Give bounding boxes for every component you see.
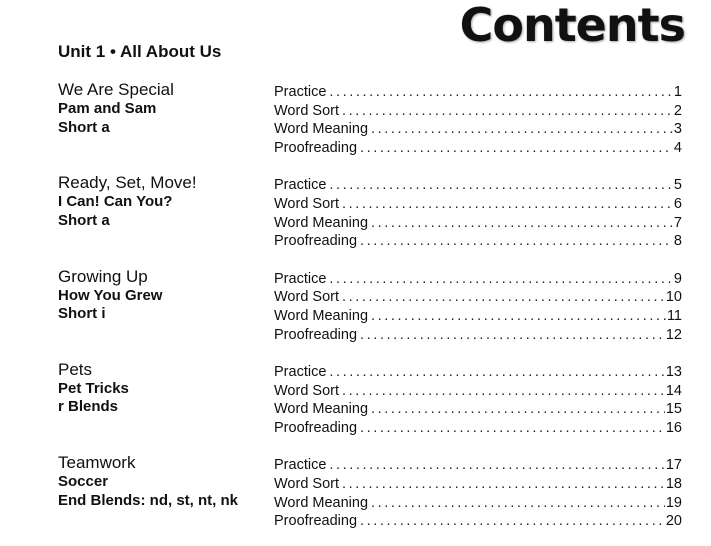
- lesson-info: [58, 453, 268, 510]
- lesson-info: [58, 360, 268, 417]
- lesson-toc: [274, 83, 682, 158]
- toc-entry[interactable]: [274, 456, 682, 475]
- toc-page-number: 4: [673, 140, 682, 157]
- toc-page-number: 2: [673, 102, 682, 119]
- lesson-skill: r Blends: [58, 398, 119, 416]
- dot-leader: [360, 139, 673, 158]
- lesson-story: Pam and Sam: [58, 100, 157, 117]
- dot-leader: [329, 83, 673, 102]
- toc-entry[interactable]: [274, 512, 682, 531]
- toc-page-number: 14: [665, 382, 682, 399]
- toc-entry[interactable]: [274, 270, 682, 289]
- toc-page-number: 20: [665, 513, 682, 530]
- toc-entry[interactable]: [274, 120, 682, 139]
- lesson-skill: Short a: [58, 211, 110, 229]
- toc-entry[interactable]: [274, 382, 682, 401]
- lesson-block: [0, 267, 711, 360]
- lesson-block: [0, 360, 711, 453]
- lesson-title: Teamwork: [58, 453, 136, 473]
- dot-leader: [371, 214, 673, 233]
- toc-entry[interactable]: [274, 232, 682, 251]
- lesson-toc: [274, 456, 682, 531]
- toc-page-number: 1: [673, 84, 682, 100]
- toc-entry[interactable]: [274, 83, 682, 102]
- toc-entry[interactable]: [274, 419, 682, 438]
- dot-leader: [371, 494, 665, 513]
- dot-leader: [360, 232, 673, 251]
- toc-entry-label: Practice: [274, 457, 327, 474]
- toc-entry-label: Proofreading: [274, 326, 358, 343]
- toc-entry[interactable]: [274, 400, 682, 419]
- toc-entry-label: Practice: [274, 84, 327, 100]
- toc-page-number: 18: [665, 475, 682, 492]
- toc-page-number: 15: [665, 401, 682, 418]
- toc-page-number: 9: [673, 270, 682, 287]
- dot-leader: [371, 400, 665, 419]
- toc-entry-label: Practice: [274, 363, 327, 380]
- toc-page-number: 16: [665, 419, 682, 436]
- dot-leader: [371, 120, 673, 139]
- lesson-info: [58, 173, 268, 230]
- toc-entry[interactable]: [274, 326, 682, 345]
- dot-leader: [329, 456, 664, 475]
- toc-entry-label: Word Meaning: [274, 401, 369, 418]
- lesson-title: Ready, Set, Move!: [58, 173, 197, 193]
- toc-entry-label: Proofreading: [274, 140, 358, 157]
- dot-leader: [342, 475, 665, 494]
- toc-entry-label: Practice: [274, 270, 327, 287]
- lesson-block: [0, 453, 711, 546]
- lesson-toc: [274, 270, 682, 345]
- lesson-block: [0, 173, 711, 266]
- toc-entry-label: Word Sort: [274, 382, 340, 399]
- toc-entry[interactable]: [274, 176, 682, 195]
- lesson-skill: Short a: [58, 118, 110, 136]
- toc-entry-label: Proofreading: [274, 233, 358, 250]
- toc-entry-label: Word Meaning: [274, 307, 369, 324]
- lesson-title: We Are Special: [58, 80, 174, 99]
- toc-entry-label: Proofreading: [274, 513, 358, 530]
- toc-entry-label: Word Sort: [274, 289, 340, 306]
- lesson-toc: [274, 363, 682, 438]
- toc-page-number: 17: [665, 457, 682, 474]
- toc-entry[interactable]: [274, 288, 682, 307]
- toc-entry[interactable]: [274, 102, 682, 121]
- toc-page-number: 3: [673, 121, 682, 138]
- toc-entry[interactable]: [274, 195, 682, 214]
- toc-entry[interactable]: [274, 214, 682, 233]
- lesson-toc: [274, 176, 682, 251]
- toc-page-number: 7: [673, 214, 682, 231]
- toc-page-number: 12: [665, 326, 682, 343]
- lesson-story: Soccer: [58, 473, 109, 491]
- toc-page-number: 11: [666, 307, 682, 324]
- dot-leader: [329, 270, 673, 289]
- toc-entry-label: Word Meaning: [274, 121, 369, 138]
- toc-entry-label: Practice: [274, 177, 327, 194]
- dot-leader: [360, 512, 665, 531]
- toc-entry[interactable]: [274, 363, 682, 382]
- toc-page-number: 13: [665, 363, 682, 380]
- toc-entry-label: Word Sort: [274, 475, 340, 492]
- unit-heading: Unit 1 • All About Us: [58, 42, 222, 61]
- lesson-info: [58, 267, 268, 324]
- dot-leader: [342, 288, 665, 307]
- lesson-title: Growing Up: [58, 266, 148, 286]
- dot-leader: [371, 307, 666, 326]
- toc-entry-label: Word Sort: [274, 102, 340, 119]
- toc-page-number: 8: [673, 233, 682, 250]
- lesson-story: How You Grew: [58, 286, 163, 304]
- lesson-info: [58, 80, 268, 137]
- page-title: Contents: [459, 0, 685, 52]
- toc-entry[interactable]: [274, 494, 682, 513]
- lesson-block: [0, 80, 711, 173]
- lesson-story: I Can! Can You?: [58, 193, 173, 211]
- dot-leader: [360, 419, 665, 438]
- toc-entry[interactable]: [274, 307, 682, 326]
- toc-entry-label: Proofreading: [274, 419, 358, 436]
- toc-entry[interactable]: [274, 475, 682, 494]
- dot-leader: [342, 195, 673, 214]
- dot-leader: [342, 382, 665, 401]
- lesson-skill: End Blends: nd, st, nt, nk: [58, 491, 238, 509]
- lesson-skill: Short i: [58, 305, 106, 323]
- toc-page-number: 5: [673, 177, 682, 194]
- toc-page-number: 19: [665, 494, 682, 511]
- dot-leader: [360, 326, 665, 345]
- toc-page-number: 6: [673, 195, 682, 212]
- dot-leader: [342, 102, 673, 121]
- dot-leader: [329, 176, 673, 195]
- toc-page-number: 10: [665, 289, 682, 306]
- toc-entry[interactable]: [274, 139, 682, 158]
- toc-entry-label: Word Sort: [274, 195, 340, 212]
- lesson-title: Pets: [58, 359, 93, 379]
- dot-leader: [329, 363, 664, 382]
- lesson-story: Pet Tricks: [58, 379, 129, 397]
- toc-entry-label: Word Meaning: [274, 494, 369, 511]
- lesson-list: [0, 80, 711, 546]
- toc-entry-label: Word Meaning: [274, 214, 369, 231]
